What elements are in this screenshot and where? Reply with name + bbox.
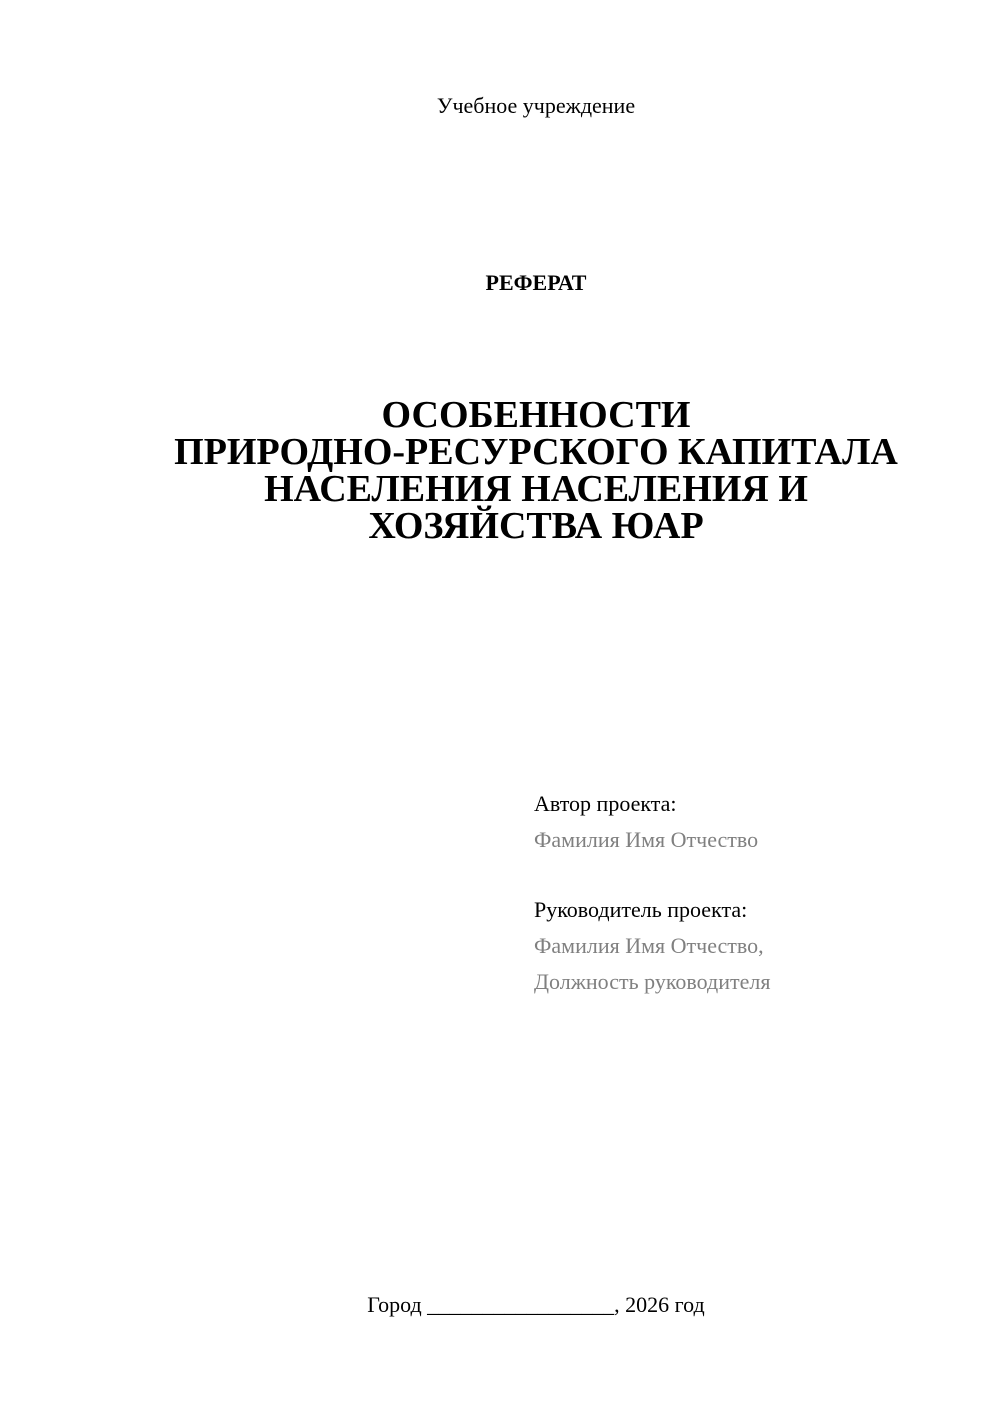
author-label: Автор проекта:	[534, 791, 677, 816]
title-line-1: ОСОБЕННОСТИ	[381, 394, 691, 436]
city-year-line: Город _________________, 2026 год	[367, 1292, 705, 1317]
document-type: РЕФЕРАТ	[485, 270, 587, 295]
supervisor-label: Руководитель проекта:	[534, 897, 748, 922]
document-title	[100, 394, 972, 547]
supervisor-name: Фамилия Имя Отчество,	[534, 933, 764, 958]
supervisor-position: Должность руководителя	[534, 969, 771, 994]
institution-name: Учебное учреждение	[436, 93, 636, 118]
title-line-2: ПРИРОДНО-РЕСУРСКОГО КАПИТАЛА	[174, 431, 898, 473]
author-block	[534, 786, 974, 858]
title-line-4: ХОЗЯЙСТВА ЮАР	[368, 505, 704, 547]
author-name: Фамилия Имя Отчество	[534, 827, 759, 852]
supervisor-block	[534, 892, 974, 1000]
title-line-3: НАСЕЛЕНИЯ НАСЕЛЕНИЯ И	[264, 468, 808, 510]
